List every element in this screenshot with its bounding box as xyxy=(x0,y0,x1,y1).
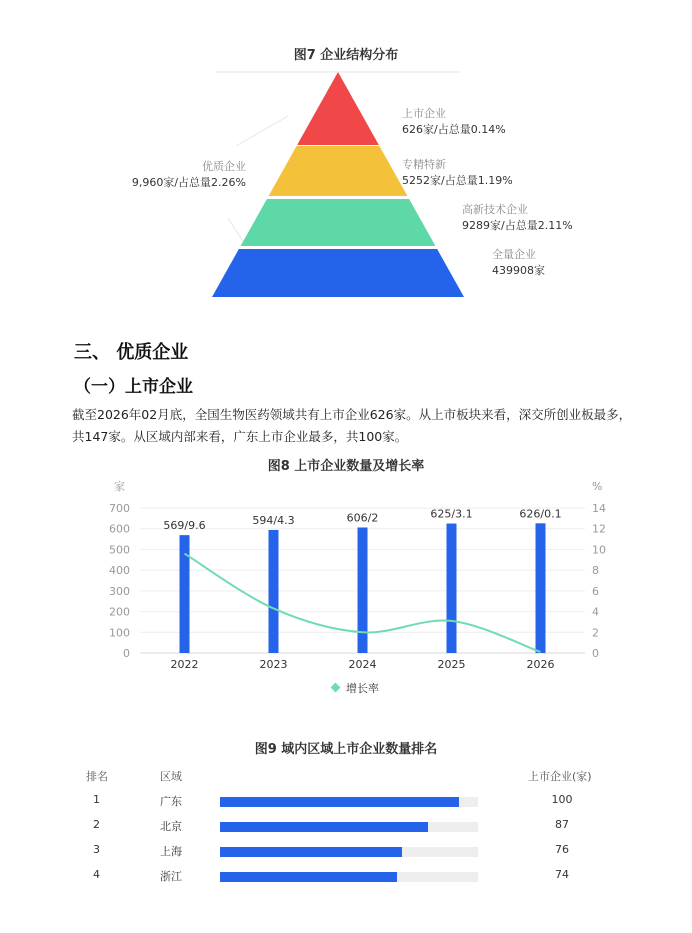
y-left-tick: 500 xyxy=(109,543,130,557)
bar-2024 xyxy=(358,527,368,653)
value-bar-track xyxy=(220,797,478,807)
x-tick-label: 2026 xyxy=(526,658,555,671)
value-bar-fill xyxy=(220,847,402,857)
pyramid-tier-label: 高新技术企业 xyxy=(462,203,528,216)
pyramid-tier-value: 9289家/占总量2.11% xyxy=(462,219,573,232)
bar-line-chart xyxy=(0,470,692,710)
fig9-title: 图9 域内区域上市企业数量排名 xyxy=(254,742,438,757)
bar-2026 xyxy=(536,523,546,653)
bar-2023 xyxy=(269,530,279,653)
rank-header: 排名 xyxy=(86,770,108,783)
data-label: 625/3.1 xyxy=(430,507,473,521)
y-right-tick: 14 xyxy=(592,502,606,515)
paragraph-line-1: 截至2026年02月底，全国生物医药领域共有上市企业626家。从上市板块来看，深交所创业板最多， xyxy=(72,407,632,422)
table-row xyxy=(0,843,692,867)
pyramid-guide-left-top xyxy=(236,116,288,146)
x-tick-label: 2025 xyxy=(437,658,466,671)
pyramid-tier-label: 全量企业 xyxy=(492,248,536,261)
data-label: 626/0.1 xyxy=(519,507,562,521)
y-left-tick: 300 xyxy=(109,584,130,598)
y-left-tick: 700 xyxy=(109,502,130,515)
x-tick-label: 2022 xyxy=(170,658,199,671)
y-right-tick: 10 xyxy=(592,543,606,557)
value-cell: 87 xyxy=(555,818,569,831)
table-row xyxy=(0,793,692,817)
y-right-tick: 2 xyxy=(592,626,599,640)
section-heading: 三、 优质企业 xyxy=(74,342,189,363)
y-right-tick: 0 xyxy=(592,647,599,660)
y-right-unit: % xyxy=(592,480,603,493)
y-left-tick: 400 xyxy=(109,564,130,578)
value-bar-track xyxy=(220,872,478,882)
y-right-tick: 8 xyxy=(592,564,599,578)
pyramid-side-value: 9,960家/占总量2.26% xyxy=(131,176,246,189)
paragraph-line-2: 共147家。从区域内部来看，广东上市企业最多，共100家。 xyxy=(72,429,408,444)
subsection-heading: （一）上市企业 xyxy=(74,377,193,397)
rank-cell: 4 xyxy=(93,868,100,881)
value-bar-fill xyxy=(220,797,459,807)
legend-label: 增长率 xyxy=(346,682,379,695)
pyramid-tier-value: 5252家/占总量1.19% xyxy=(402,174,513,187)
pyramid-tier-label: 上市企业 xyxy=(402,107,446,120)
y-right-tick: 4 xyxy=(592,605,599,619)
y-left-tick: 200 xyxy=(109,605,130,619)
data-label: 606/2 xyxy=(346,511,379,525)
y-left-tick: 0 xyxy=(123,647,130,660)
y-left-tick: 100 xyxy=(109,626,130,640)
value-bar-track xyxy=(220,847,478,857)
value-bar-track xyxy=(220,822,478,832)
body-paragraph xyxy=(72,404,632,448)
y-left-tick: 600 xyxy=(109,522,130,536)
value-cell: 76 xyxy=(555,843,569,856)
value-bar-fill xyxy=(220,822,428,832)
region-header: 区域 xyxy=(160,770,182,783)
pyramid-chart xyxy=(0,60,692,310)
bar-2025 xyxy=(447,524,457,653)
rank-cell: 1 xyxy=(93,793,100,806)
fig8-title: 图8 上市企业数量及增长率 xyxy=(267,459,425,474)
pyramid-side-label: 优质企业 xyxy=(202,160,246,173)
rank-cell: 3 xyxy=(93,843,100,856)
x-tick-label: 2024 xyxy=(348,658,377,671)
value-cell: 100 xyxy=(551,793,573,806)
y-left-unit: 家 xyxy=(114,480,125,493)
bar-2022 xyxy=(180,535,190,653)
pyramid-tier-2 xyxy=(269,146,408,196)
region-cell: 浙江 xyxy=(160,870,182,883)
fig7-title: 图7 企业结构分布 xyxy=(293,48,399,63)
pyramid-tier-value: 626家/占总量0.14% xyxy=(402,123,506,136)
value-cell: 74 xyxy=(555,868,569,881)
region-cell: 北京 xyxy=(160,820,182,833)
value-header: 上市企业(家) xyxy=(528,770,592,783)
rank-cell: 2 xyxy=(93,818,100,831)
value-bar-fill xyxy=(220,872,397,882)
y-right-tick: 6 xyxy=(592,584,599,598)
pyramid-tier-label: 专精特新 xyxy=(402,158,446,171)
y-right-tick: 12 xyxy=(592,522,606,536)
region-cell: 上海 xyxy=(160,845,182,858)
pyramid-tier-3 xyxy=(241,199,436,246)
table-row xyxy=(0,818,692,842)
pyramid-tier-4 xyxy=(212,249,464,297)
legend-marker xyxy=(331,683,341,693)
pyramid-tier-1 xyxy=(297,72,379,145)
region-cell: 广东 xyxy=(160,795,182,808)
pyramid-tier-value: 439908家 xyxy=(492,264,545,277)
x-tick-label: 2023 xyxy=(259,658,288,671)
data-label: 594/4.3 xyxy=(252,513,295,527)
data-label: 569/9.6 xyxy=(163,519,206,533)
table-row xyxy=(0,868,692,892)
